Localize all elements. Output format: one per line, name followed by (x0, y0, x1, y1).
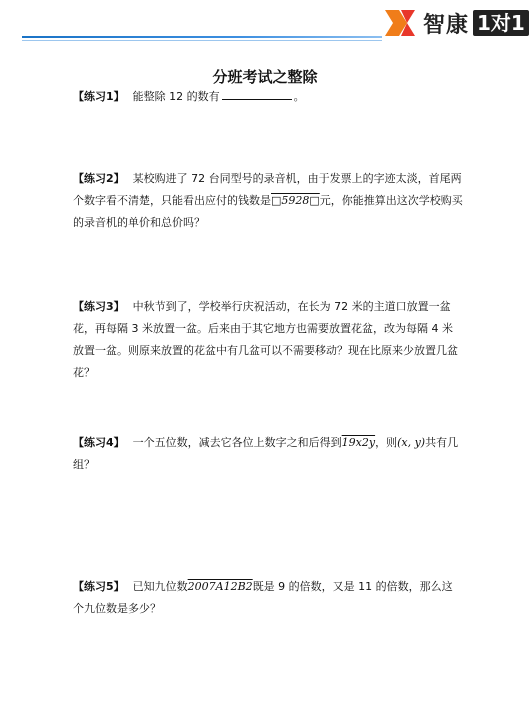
exercise-text: 能整除 12 的数有 (132, 90, 220, 103)
brand-name: 智康 (423, 12, 470, 38)
exercise-2 (73, 168, 463, 234)
exercise-text: 一个五位数，减去它各位上数字之和后得到 (132, 436, 342, 449)
exercise-text: 某校购进了 72 台同型号的录音机，由于发票上的字迹太淡，首尾两个数字看不清楚，只能看出应付的钱数是 (73, 172, 462, 207)
page-header (0, 0, 530, 48)
exercise-text-end: 既是 9 的倍数，又是 11 的倍数，那么这个九位数是多少？ (73, 580, 453, 615)
exercise-1 (73, 86, 463, 108)
exercise-math-pair: (x, y) (397, 436, 426, 449)
exercise-tag: 【练习3】 (73, 300, 125, 313)
brand-badge: 1对1 (473, 10, 529, 36)
header-rule-thin (22, 40, 382, 41)
exercise-math: 2007A12B2 (187, 580, 253, 593)
exercise-text-end: 共有几组？ (73, 436, 459, 471)
exercise-text-middle: ，则 (375, 436, 398, 449)
header-rule (22, 36, 382, 38)
exercise-4 (73, 432, 463, 476)
exercise-tag: 【练习1】 (73, 90, 125, 103)
exercise-text: 已知九位数 (132, 580, 188, 593)
answer-blank (222, 87, 292, 100)
brand-logo-icon (383, 8, 417, 38)
exercise-tag: 【练习2】 (73, 172, 125, 185)
exercise-tag: 【练习4】 (73, 436, 125, 449)
exercise-tag: 【练习5】 (73, 580, 125, 593)
exercise-math: □5928□ (271, 194, 320, 207)
exercise-3 (73, 296, 463, 384)
exercise-math: 19x2y (341, 436, 376, 449)
exercise-text-end: 。 (293, 90, 305, 103)
exercise-text-end: 元，你能推算出这次学校购买的录音机的单价和总价吗？ (73, 194, 463, 229)
exercise-5 (73, 576, 463, 620)
page-title: 分班考试之整除 (212, 68, 318, 86)
brand-logo (383, 8, 529, 38)
exercise-text: 中秋节到了，学校举行庆祝活动，在长为 72 米的主道口放置一盆花，再每隔 3 米放置一盆。后来由于其它地方也需要放置花盆，改为每隔 4 米放置一盆。则原来放置的花盆中有几盆可以不需要移动？现在比原来少放置几盆花？ (73, 300, 458, 379)
